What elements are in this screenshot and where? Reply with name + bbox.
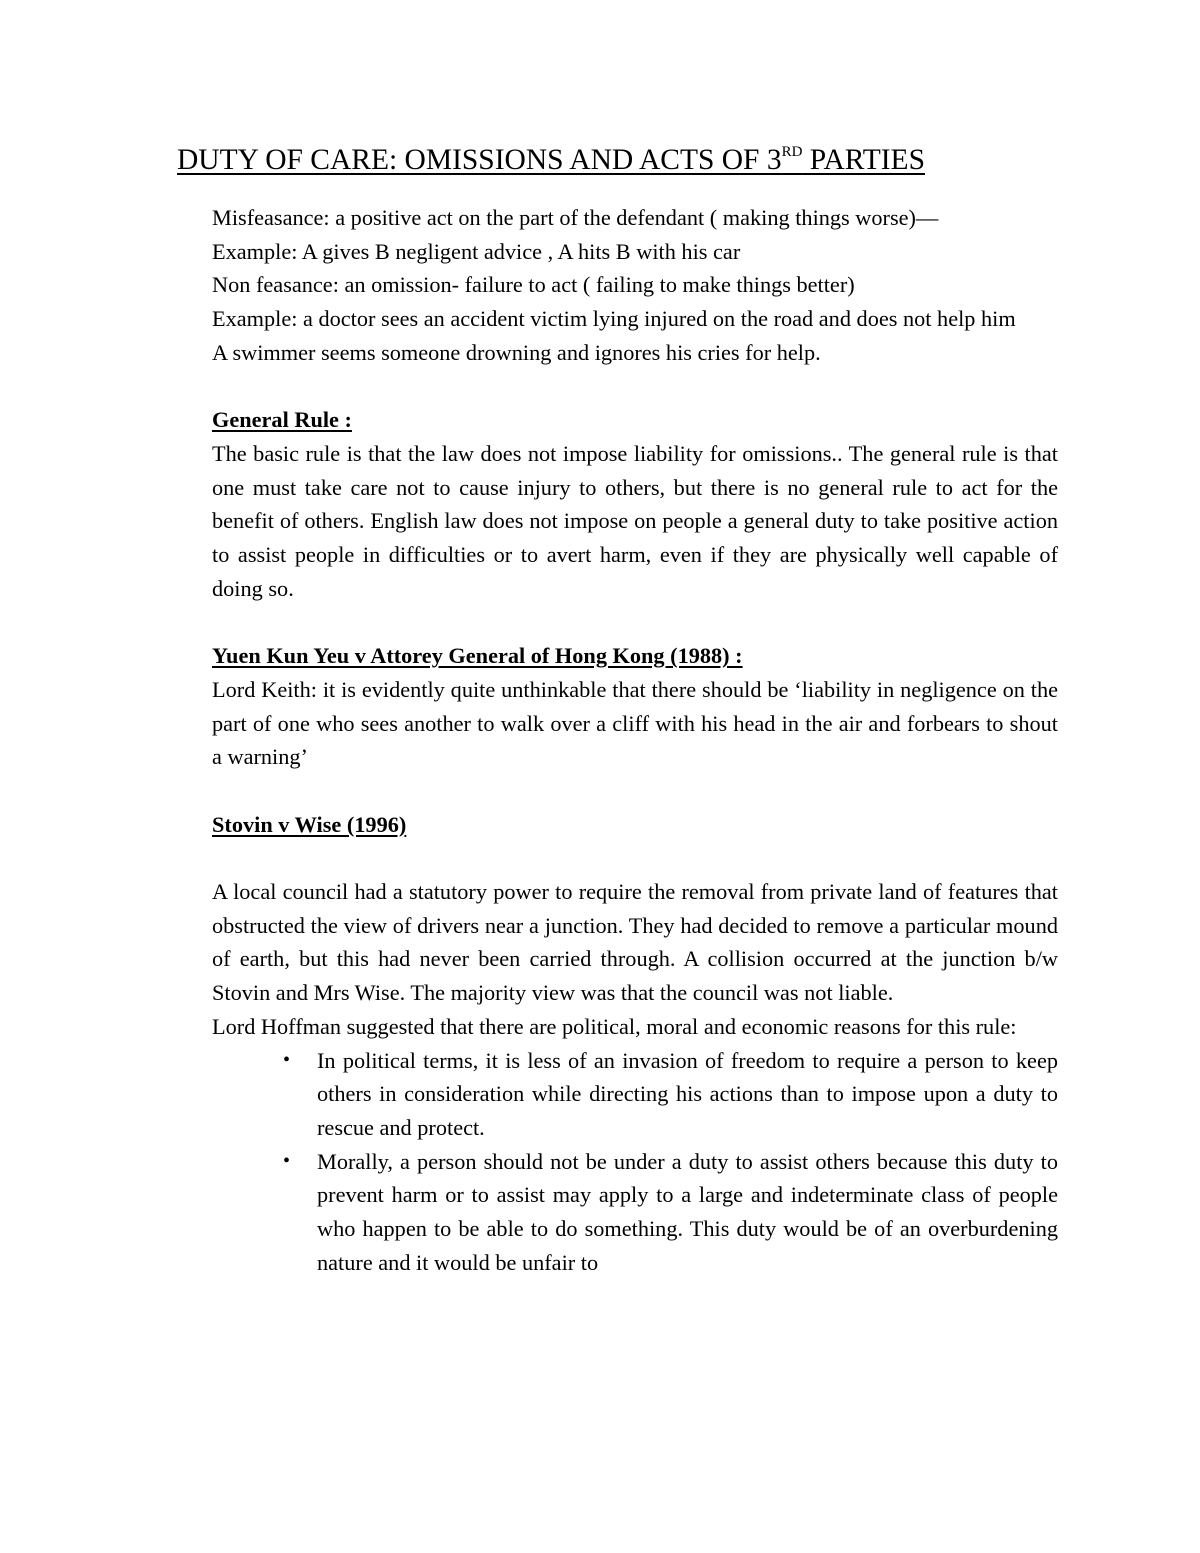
list-item (283, 1145, 1058, 1280)
title-superscript: RD (781, 144, 803, 160)
bullet-icon: • (283, 1048, 291, 1071)
general-rule-heading: General Rule : (212, 407, 352, 433)
list-item-text: Morally, a person should not be under a duty to assist others because this duty to prevent harm or to assist may apply to a large and indeterminate class of people who happen to be able to do something. This duty would be of an overburdening nature and it would be unfair to (317, 1148, 1058, 1275)
list-item-text: In political terms, it is less of an invasion of freedom to require a person to keep others in consideration while directing his actions than to impose upon a duty to rescue and protect. (317, 1047, 1058, 1140)
stovin-facts-text: A local council had a statutory power to require the removal from private land of features that obstructed the view of drivers near a junction. They had decided to remove a particular mound of earth, but this had never been carried through. A collision occurred at the junction b/w Stovin and Mrs Wise. The majority view was that the council was not liable. (212, 879, 1058, 1006)
title-main: DUTY OF CARE: OMISSIONS AND ACTS OF 3 (177, 144, 782, 176)
title-tail: PARTIES (802, 144, 925, 176)
yuen-kun-yeu-text: Lord Keith: it is evidently quite unthinkable that there should be ‘liability in negligence on the part of one who sees another to walk over a cliff with his head in the air and forbears to shout a warning’ (212, 676, 1058, 770)
spacer (212, 370, 1058, 404)
document-body (212, 201, 1058, 1279)
intro-line-swimmer: A swimmer seems someone drowning and ignores his cries for help. (212, 339, 821, 365)
intro-line-nonfeasance: Non feasance: an omission- failure to act ( failing to make things better) (212, 272, 855, 298)
intro-line-misfeasance: Misfeasance: a positive act on the part of the defendant ( making things worse)— (212, 205, 939, 230)
hoffman-text: Lord Hoffman suggested that there are political, moral and economic reasons for this rule: (212, 1013, 1017, 1039)
intro-line-example-2: Example: a doctor sees an accident victim lying injured on the road and does not help him (212, 306, 1016, 332)
spacer (212, 841, 1058, 875)
general-rule-text: The basic rule is that the law does not impose liability for omissions.. The general rule is that one must take care not to cause injury to others, but there is no general rule to act for the benefit of others. English law does not impose on people a general duty to take positive action to assist people in difficulties or to avert harm, even if they are physically well capable of doing so. (212, 440, 1058, 601)
intro-line-example-1: Example: A gives B negligent advice , A hits B with his car (212, 238, 741, 264)
document-title (177, 140, 1077, 185)
spacer (212, 774, 1058, 808)
stovin-v-wise-heading: Stovin v Wise (1996) (212, 811, 407, 837)
bullet-icon: • (283, 1149, 291, 1172)
reasons-list (212, 1044, 1058, 1280)
yuen-kun-yeu-heading: Yuen Kun Yeu v Attorey General of Hong Kong (1988) : (212, 643, 743, 669)
spacer (212, 605, 1058, 639)
list-item (283, 1044, 1058, 1145)
